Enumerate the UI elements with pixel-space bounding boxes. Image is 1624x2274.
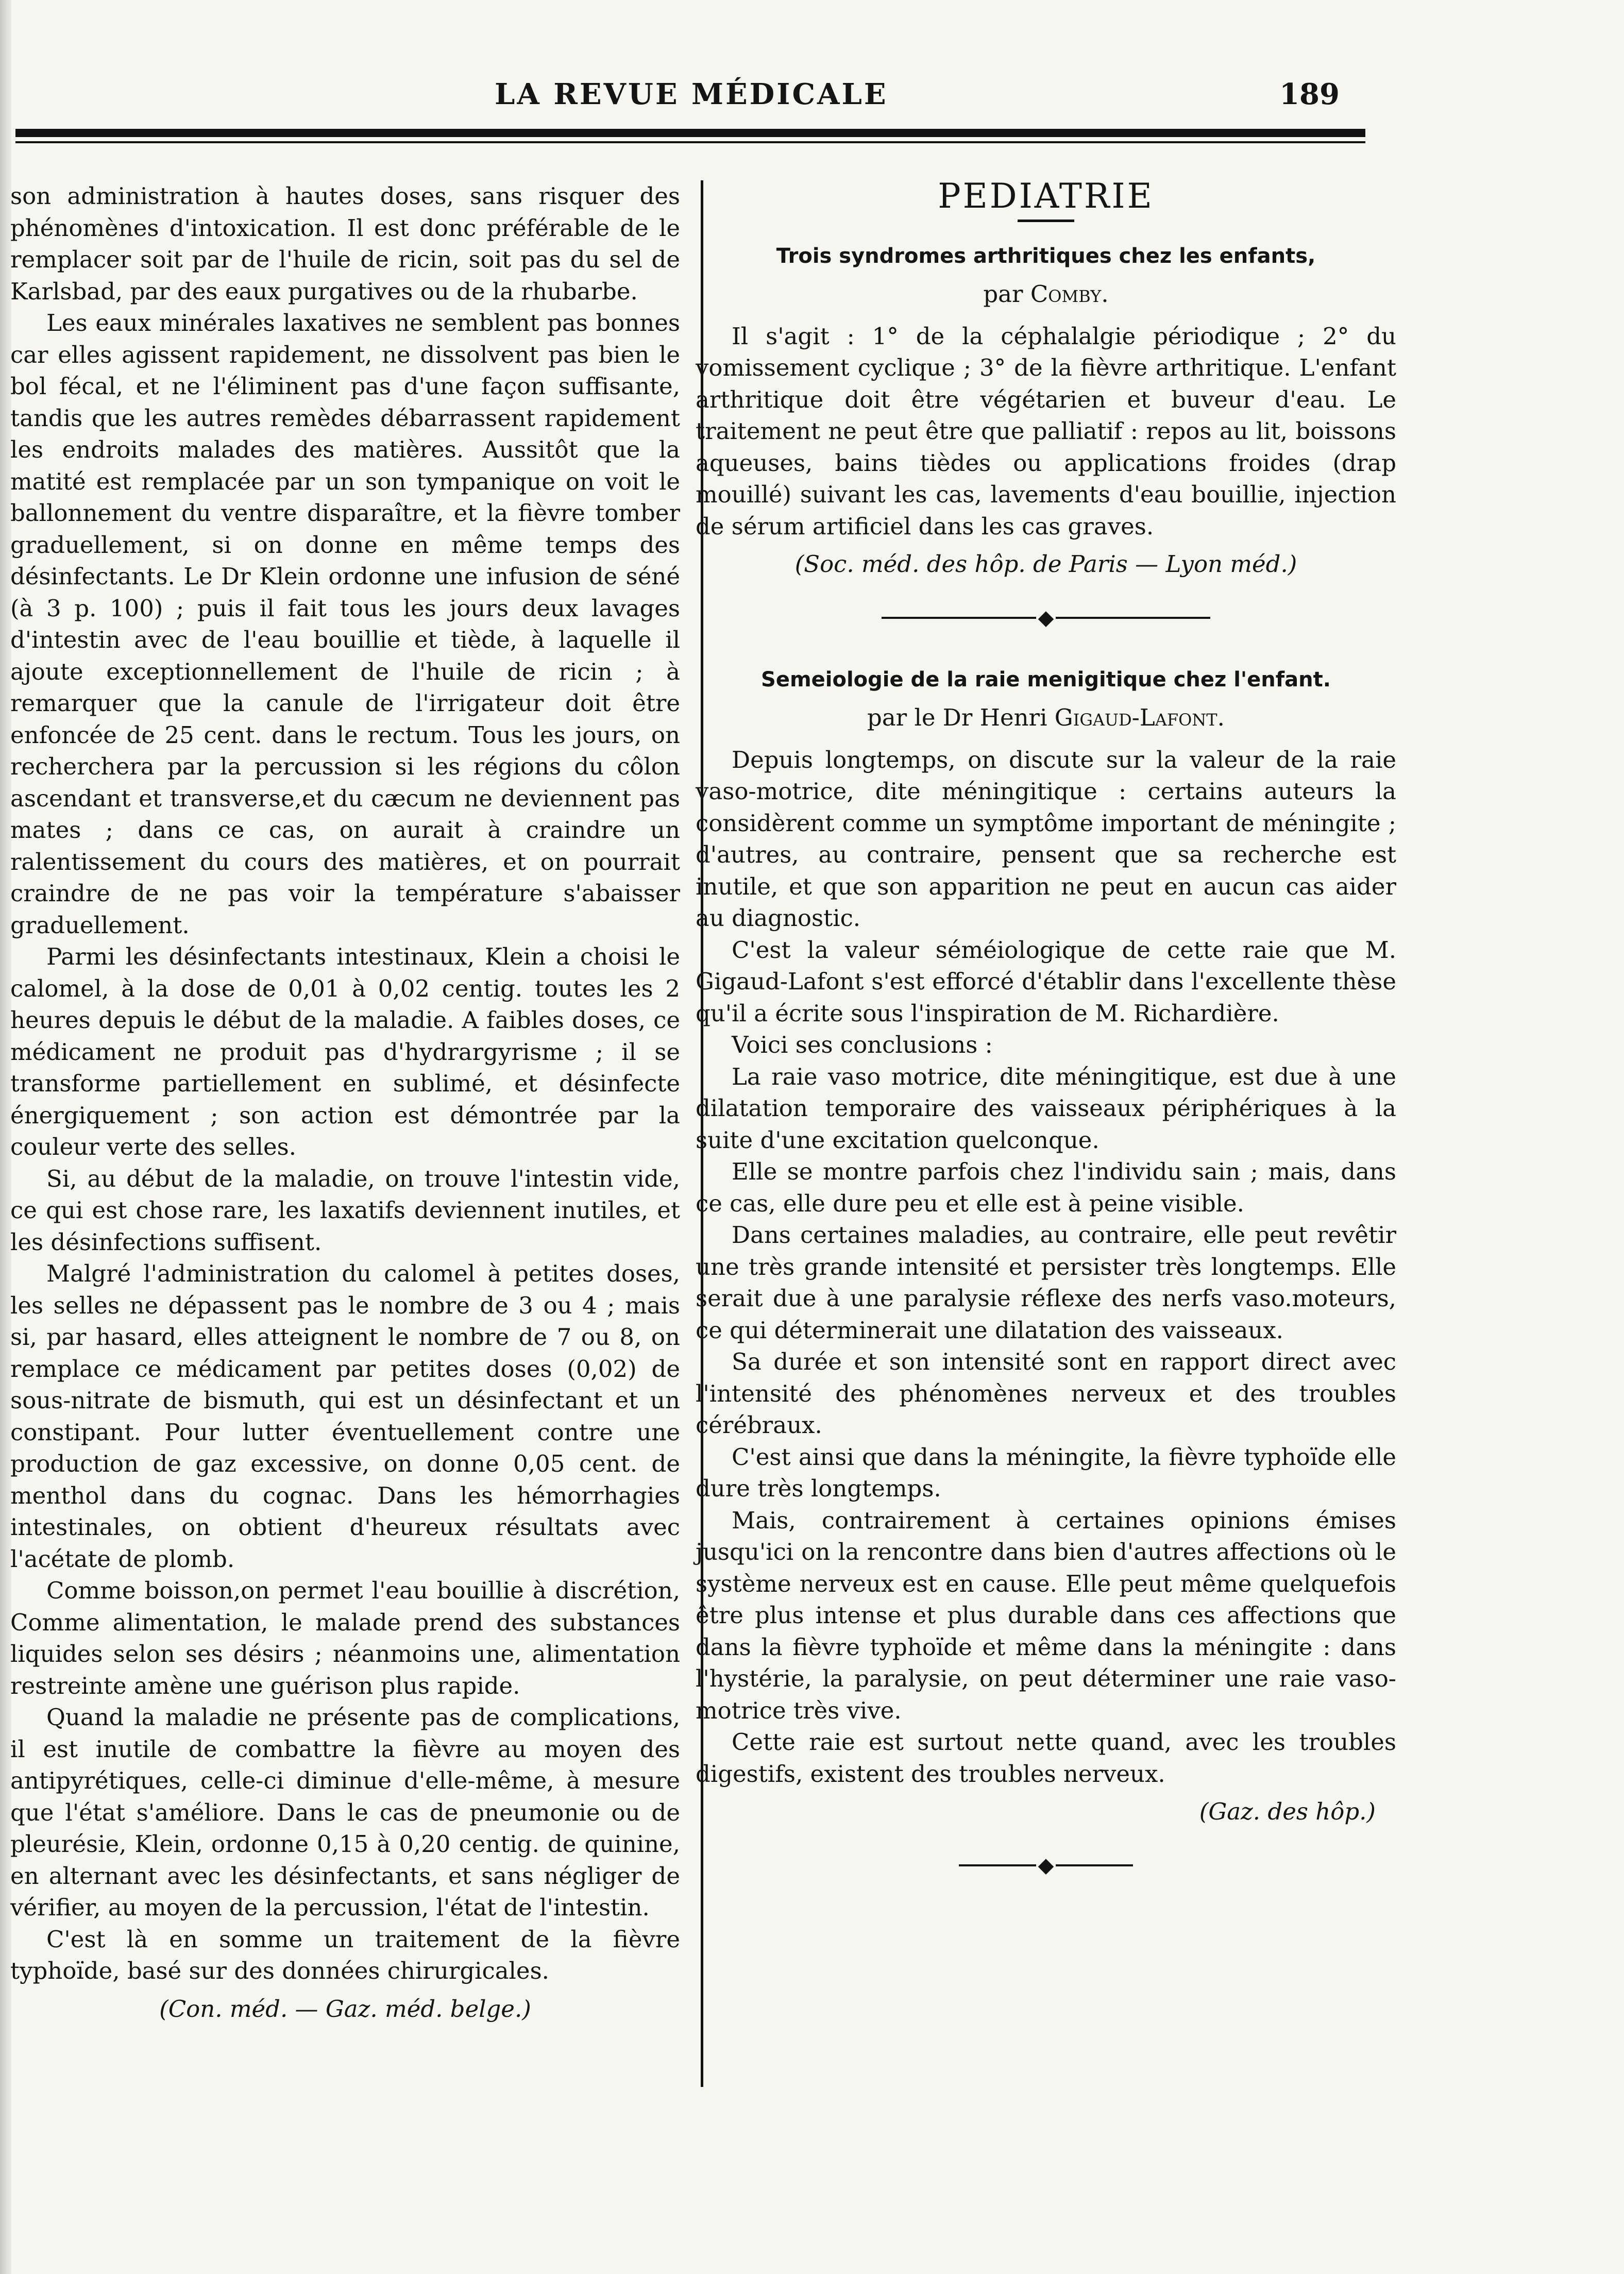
page-header — [495, 77, 1340, 124]
journal-title: LA REVUE MÉDICALE — [495, 77, 888, 111]
article-byline — [696, 278, 1396, 310]
author-name: Comby. — [1030, 280, 1109, 308]
body-paragraph: C'est la valeur séméiologique de cette raie que M. Gigaud-Lafont s'est efforcé d'établir dans l'excellente thèse qu'il a écrite sous l'inspiration de M. Richardière. — [696, 936, 1396, 1027]
body-paragraph: Il s'agit : 1° de la céphalalgie périodique ; 2° du vomissement cyclique ; 3° de la fièvre arthritique. L'enfant arthritique doit être végétarien et buveur d'eau. Le traitement ne peut être que palliatif : repos au lit, boissons aqueuses, bains tièdes ou applications froides (drap mouillé) suivant les cas, lavements d'eau bouillie, injection de sérum artificiel dans les cas graves. — [696, 322, 1396, 540]
source-citation: (Con. méd. — Gaz. méd. belge.) — [159, 1995, 531, 2023]
body-paragraph: Dans certaines maladies, au contraire, elle peut revêtir une très grande intensité et persister très longtemps. Elle serait due à une paralysie réflexe des nerfs vaso.moteurs, ce qui déterminerait une dilatation des vaisseaux. — [696, 1221, 1396, 1344]
header-rule — [15, 129, 1365, 137]
byline-prefix: par le Dr Henri — [867, 704, 1047, 731]
body-paragraph: Si, au début de la maladie, on trouve l'intestin vide, ce qui est chose rare, les laxatifs deviennent inutiles, et les désinfections suffisent. — [10, 1165, 680, 1256]
body-paragraph: Mais, contrairement à certaines opinions émises jusqu'ici on la rencontre dans bien d'autres affections où le système nerveux est en cause. Elle peut même quelquefois être plus intense et plus durable dans ces affections que dans la fièvre typhoïde et même dans la méningite : dans l'hystérie, la paralysie, on peut déterminer une raie vaso-motrice très vive. — [696, 1506, 1396, 1724]
page-number: 189 — [1279, 77, 1340, 111]
header-rule-thin — [15, 141, 1365, 143]
body-paragraph: Depuis longtemps, on discute sur la valeur de la raie vaso-motrice, dite méningitique : certains auteurs la considèrent comme un symptôme important de méningite ; d'autres, au contraire, pensent que sa recherche est inutile, et que son apparition ne peut en aucun cas aider au diagnostic. — [696, 746, 1396, 932]
body-paragraph: C'est ainsi que dans la méningite, la fièvre typhoïde elle dure très longtemps. — [696, 1443, 1396, 1502]
section-ornament: ◆ — [696, 606, 1396, 628]
body-paragraph: La raie vaso motrice, dite méningitique, est due à une dilatation temporaire des vaisseaux périphériques à la suite d'une excitation quelconque. — [696, 1063, 1396, 1154]
left-column — [10, 180, 680, 2025]
article-byline — [696, 702, 1396, 734]
source-citation: (Gaz. des hôp.) — [1199, 1798, 1376, 1825]
body-paragraph: son administration à hautes doses, sans risquer des phénomènes d'intoxication. Il est donc préférable de le remplacer soit par de l'huile de ricin, soit pas du sel de Karlsbad, par des eaux purgatives ou de la rhubarbe. — [10, 182, 680, 305]
scanned-page-edge — [0, 0, 11, 2274]
body-paragraph: Sa durée et son intensité sont en rapport direct avec l'intensité des phénomènes nerveux et des troubles cérébraux. — [696, 1348, 1396, 1439]
end-ornament: ◆ — [696, 1854, 1396, 1876]
section-rule — [1018, 220, 1074, 222]
section-title: PEDIATRIE — [938, 176, 1154, 216]
article-title: Semeiologie de la raie menigitique chez l'enfant. — [761, 667, 1331, 692]
body-paragraph: C'est là en somme un traitement de la fièvre typhoïde, basé sur des données chirurgicales. — [10, 1925, 680, 1984]
body-paragraph: Parmi les désinfectants intestinaux, Klein a choisi le calomel, à la dose de 0,01 à 0,02 centig. toutes les 2 heures depuis le début de la maladie. A faibles doses, ce médicament ne produit pas d'hydrargyrisme ; il se transforme partiellement en sublimé, et désinfecte énergiquement ; son action est démontrée par la couleur verte des selles. — [10, 943, 680, 1160]
body-paragraph: Malgré l'administration du calomel à petites doses, les selles ne dépassent pas le nombre de 3 ou 4 ; mais si, par hasard, elles atteignent le nombre de 7 ou 8, on remplace ce médicament par petites doses (0,02) de sous-nitrate de bismuth, qui est un désinfectant et un constipant. Pour lutter éventuellement contre une production de gaz excessive, on donne 0,05 cent. de menthol dans du cognac. Dans les hémorrhagies intestinales, on obtient d'heureux résultats avec l'acétate de plomb. — [10, 1260, 680, 1573]
body-paragraph: Elle se montre parfois chez l'individu sain ; mais, dans ce cas, elle dure peu et elle est à peine visible. — [696, 1158, 1396, 1217]
body-paragraph: Voici ses conclusions : — [732, 1031, 993, 1058]
byline-prefix: par — [983, 280, 1023, 308]
body-paragraph: Comme boisson,on permet l'eau bouillie à discrétion, Comme alimentation, le malade prend des substances liquides selon ses désirs ; néanmoins une, alimentation restreinte amène une guérison plus rapide. — [10, 1577, 680, 1699]
author-name: Gigaud-Lafont. — [1054, 704, 1225, 731]
body-paragraph: Les eaux minérales laxatives ne semblent pas bonnes car elles agissent rapidement, ne dissolvent pas bien le bol fécal, et ne l'éliminent pas d'une façon suffisante, tandis que les autres remèdes débarrassent rapidement les endroits malades des matières. Aussitôt que la matité est remplacée par un son tympanique on voit le ballonnement du ventre disparaître, et la fièvre tomber graduellement, si on donne en même temps des désinfectants. Le Dr Klein ordonne une infusion de séné (à 3 p. 100) ; puis il fait tous les jours deux lavages d'intestin avec de l'eau bouillie et tiède, à laquelle il ajoute exceptionnellement de l'huile de ricin ; à remarquer que la canule de l'irrigateur doit être enfoncée de 25 cent. dans le rectum. Tous les jours, on recherchera par la percussion si les régions du côlon ascendant et transverse,et du cæcum ne deviennent pas mates ; dans ce cas, on aurait à craindre un ralentissement du cours des matières, et on pourrait craindre de ne pas voir la température s'abaisser graduellement. — [10, 309, 680, 939]
right-column — [696, 176, 1396, 1912]
body-paragraph: Quand la maladie ne présente pas de complications, il est inutile de combattre la fièvre au moyen des antipyrétiques, celle-ci diminue d'elle-même, à mesure que l'état s'améliore. Dans le cas de pneumonie ou de pleurésie, Klein, ordonne 0,15 à 0,20 centig. de quinine, en alternant avec les désinfectants, et sans négliger de vérifier, au moyen de la percussion, l'état de l'intestin. — [10, 1704, 680, 1921]
source-citation: (Soc. méd. des hôp. de Paris — Lyon méd.) — [794, 550, 1297, 578]
article-title: Trois syndromes arthritiques chez les enfants, — [776, 244, 1316, 268]
body-paragraph: Cette raie est surtout nette quand, avec les troubles digestifs, existent des troubles nerveux. — [696, 1728, 1396, 1788]
